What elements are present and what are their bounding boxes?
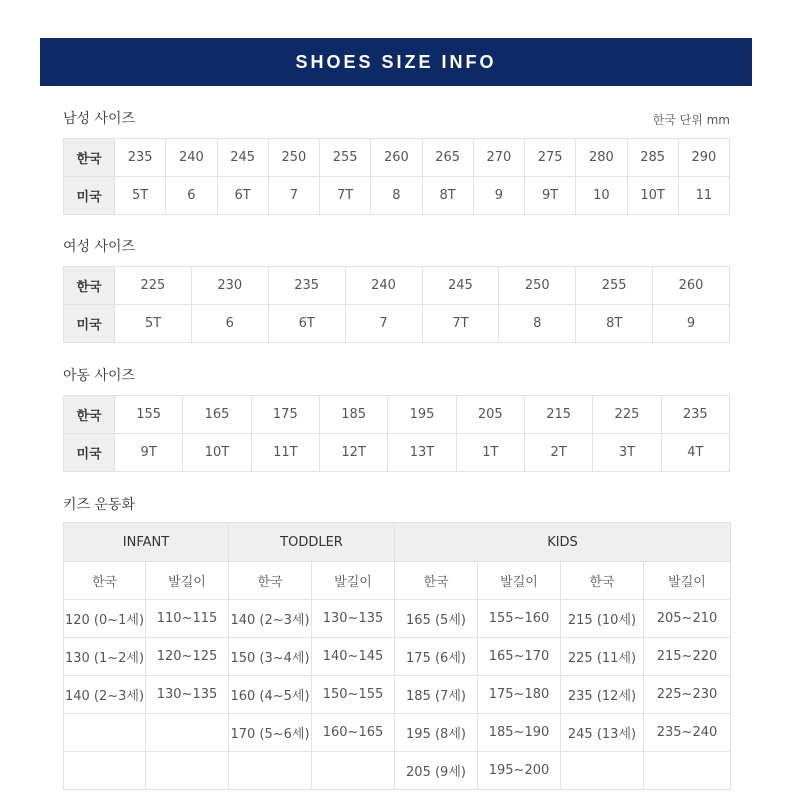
foot-length-cell: 205~210 <box>644 600 731 638</box>
child-size-table <box>63 395 730 472</box>
col-label-foot-length: 발길이 <box>644 562 731 600</box>
foot-length-cell: 110~115 <box>146 600 229 638</box>
us-size-cell: 10T <box>627 177 678 215</box>
kr-size-cell: 175 (6세) <box>395 638 478 676</box>
kr-size-cell: 245 <box>217 139 268 177</box>
kr-size-cell: 270 <box>473 139 524 177</box>
kr-size-cell: 205 (9세) <box>395 752 478 790</box>
foot-length-cell: 215~220 <box>644 638 731 676</box>
kr-size-cell: 165 (5세) <box>395 600 478 638</box>
kr-size-cell: 160 (4~5세) <box>229 676 312 714</box>
us-size-cell: 8 <box>371 177 422 215</box>
us-size-cell: 8T <box>576 305 653 343</box>
foot-length-cell: 225~230 <box>644 676 731 714</box>
kr-size-row <box>64 267 730 305</box>
kr-size-cell: 250 <box>268 139 319 177</box>
us-size-cell: 6 <box>166 177 217 215</box>
table-row <box>64 638 731 676</box>
kr-size-cell: 185 (7세) <box>395 676 478 714</box>
col-label-foot-length: 발길이 <box>312 562 395 600</box>
kr-size-cell: 225 <box>115 267 192 305</box>
row-label-us: 미국 <box>64 177 115 215</box>
kr-size-cell: 230 <box>191 267 268 305</box>
kr-size-cell <box>64 752 146 790</box>
row-label-kr: 한국 <box>64 396 115 434</box>
kr-size-cell: 205 <box>456 396 524 434</box>
col-label-kr-size: 한국 <box>229 562 312 600</box>
kr-size-cell: 240 <box>345 267 422 305</box>
col-label-kr-size: 한국 <box>64 562 146 600</box>
table-row <box>64 600 731 638</box>
us-size-cell: 9 <box>653 305 730 343</box>
kr-size-cell: 140 (2~3세) <box>229 600 312 638</box>
us-size-cell: 11T <box>251 434 319 472</box>
kr-size-cell: 245 <box>422 267 499 305</box>
kr-size-cell: 265 <box>422 139 473 177</box>
us-size-cell: 7T <box>320 177 371 215</box>
kr-size-cell: 140 (2~3세) <box>64 676 146 714</box>
row-label-kr: 한국 <box>64 139 115 177</box>
table-row <box>64 676 731 714</box>
kr-size-cell: 255 <box>576 267 653 305</box>
kr-size-cell: 165 <box>183 396 251 434</box>
col-label-kr-size: 한국 <box>395 562 478 600</box>
us-size-cell: 9T <box>115 434 183 472</box>
group-header-toddler: TODDLER <box>229 523 395 562</box>
us-size-cell: 10T <box>183 434 251 472</box>
us-size-cell: 10 <box>576 177 627 215</box>
kr-size-cell: 260 <box>371 139 422 177</box>
kr-size-cell: 215 (10세) <box>561 600 644 638</box>
us-size-cell: 4T <box>661 434 729 472</box>
column-label-row <box>64 562 731 600</box>
us-size-cell: 7 <box>345 305 422 343</box>
foot-length-cell <box>312 752 395 790</box>
group-header-infant: INFANT <box>64 523 229 562</box>
kids-shoes-section-title: 키즈 운동화 <box>63 497 136 513</box>
kr-size-cell: 195 <box>388 396 456 434</box>
us-size-cell: 9T <box>525 177 576 215</box>
kr-size-cell: 225 <box>593 396 661 434</box>
kr-size-cell: 185 <box>319 396 387 434</box>
kr-size-cell: 235 (12세) <box>561 676 644 714</box>
foot-length-cell <box>146 714 229 752</box>
foot-length-cell <box>644 752 731 790</box>
kr-size-cell: 195 (8세) <box>395 714 478 752</box>
kr-size-cell: 235 <box>115 139 166 177</box>
row-label-kr: 한국 <box>64 267 115 305</box>
kr-size-cell: 215 <box>524 396 592 434</box>
us-size-cell: 6T <box>217 177 268 215</box>
women-section-title: 여성 사이즈 <box>63 239 136 255</box>
kr-size-cell: 170 (5~6세) <box>229 714 312 752</box>
us-size-cell: 8T <box>422 177 473 215</box>
foot-length-cell: 120~125 <box>146 638 229 676</box>
foot-length-cell: 140~145 <box>312 638 395 676</box>
kr-size-cell <box>561 752 644 790</box>
kr-size-cell: 155 <box>115 396 183 434</box>
foot-length-cell: 195~200 <box>478 752 561 790</box>
kr-size-cell: 130 (1~2세) <box>64 638 146 676</box>
group-header-row <box>64 523 731 562</box>
foot-length-cell: 165~170 <box>478 638 561 676</box>
foot-length-cell: 235~240 <box>644 714 731 752</box>
col-label-foot-length: 발길이 <box>146 562 229 600</box>
unit-note: 한국 단위 mm <box>652 113 730 127</box>
us-size-cell: 7 <box>268 177 319 215</box>
us-size-cell: 7T <box>422 305 499 343</box>
foot-length-cell: 175~180 <box>478 676 561 714</box>
kr-size-cell: 120 (0~1세) <box>64 600 146 638</box>
men-section-title: 남성 사이즈 <box>63 111 136 127</box>
kr-size-cell: 280 <box>576 139 627 177</box>
kr-size-cell: 245 (13세) <box>561 714 644 752</box>
kr-size-cell: 240 <box>166 139 217 177</box>
us-size-row <box>64 177 730 215</box>
us-size-cell: 8 <box>499 305 576 343</box>
us-size-cell: 3T <box>593 434 661 472</box>
us-size-cell: 11 <box>678 177 729 215</box>
us-size-cell: 9 <box>473 177 524 215</box>
kr-size-row <box>64 139 730 177</box>
foot-length-cell: 130~135 <box>146 676 229 714</box>
kr-size-cell: 235 <box>661 396 729 434</box>
col-label-kr-size: 한국 <box>561 562 644 600</box>
us-size-row <box>64 305 730 343</box>
foot-length-cell: 160~165 <box>312 714 395 752</box>
kr-size-row <box>64 396 730 434</box>
us-size-cell: 13T <box>388 434 456 472</box>
row-label-us: 미국 <box>64 305 115 343</box>
kr-size-cell: 175 <box>251 396 319 434</box>
kr-size-cell: 225 (11세) <box>561 638 644 676</box>
men-size-table <box>63 138 730 215</box>
kr-size-cell: 235 <box>268 267 345 305</box>
group-header-kids: KIDS <box>395 523 731 562</box>
kr-size-cell: 255 <box>320 139 371 177</box>
us-size-cell: 5T <box>115 305 192 343</box>
foot-length-cell: 155~160 <box>478 600 561 638</box>
kr-size-cell: 260 <box>653 267 730 305</box>
us-size-cell: 6 <box>191 305 268 343</box>
kr-size-cell: 250 <box>499 267 576 305</box>
us-size-cell: 2T <box>524 434 592 472</box>
row-label-us: 미국 <box>64 434 115 472</box>
us-size-cell: 5T <box>115 177 166 215</box>
kr-size-cell: 275 <box>525 139 576 177</box>
foot-length-cell: 130~135 <box>312 600 395 638</box>
us-size-cell: 6T <box>268 305 345 343</box>
kr-size-cell: 290 <box>678 139 729 177</box>
foot-length-cell: 150~155 <box>312 676 395 714</box>
foot-length-cell <box>146 752 229 790</box>
women-size-table <box>63 266 730 343</box>
kr-size-cell <box>64 714 146 752</box>
col-label-foot-length: 발길이 <box>478 562 561 600</box>
kr-size-cell <box>229 752 312 790</box>
us-size-row <box>64 434 730 472</box>
banner-title: SHOES SIZE INFO <box>40 38 752 86</box>
table-row <box>64 714 731 752</box>
us-size-cell: 1T <box>456 434 524 472</box>
table-row <box>64 752 731 790</box>
kids-shoes-table <box>63 522 731 790</box>
kr-size-cell: 285 <box>627 139 678 177</box>
foot-length-cell: 185~190 <box>478 714 561 752</box>
kr-size-cell: 150 (3~4세) <box>229 638 312 676</box>
us-size-cell: 12T <box>319 434 387 472</box>
child-section-title: 아동 사이즈 <box>63 368 136 384</box>
